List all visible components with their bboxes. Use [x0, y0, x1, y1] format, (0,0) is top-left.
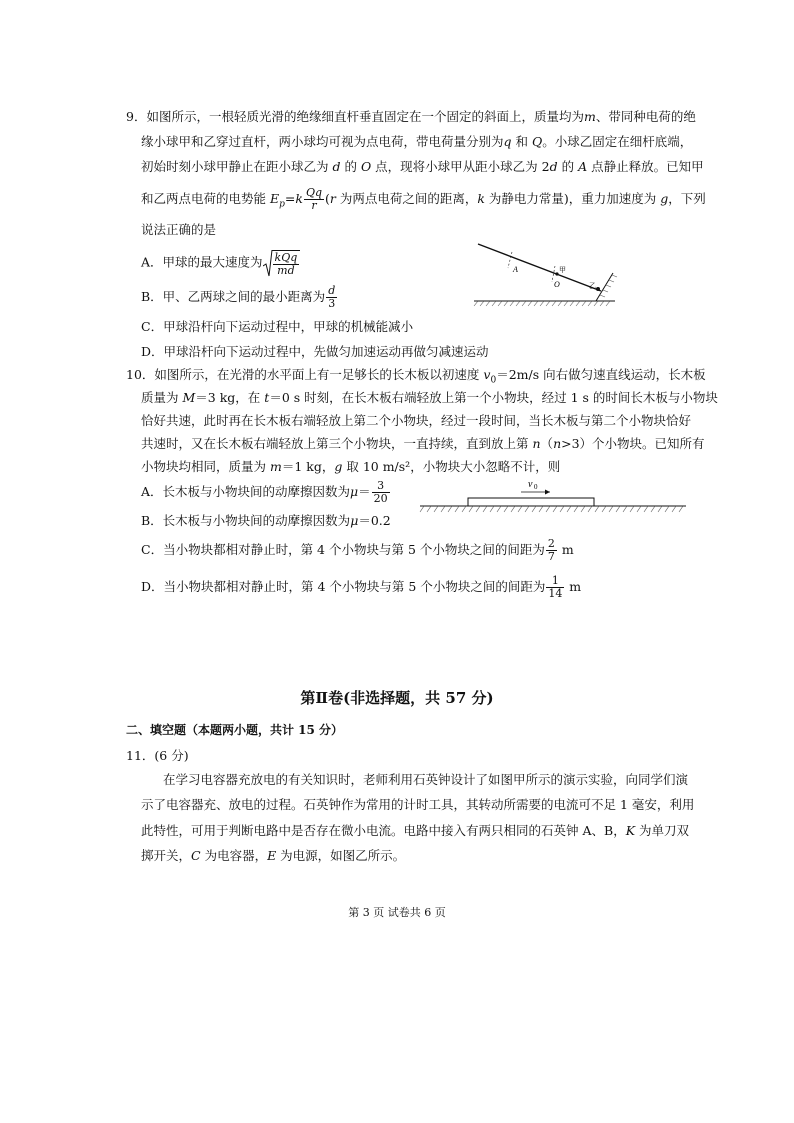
q9-line1-text: 9．如图所示，一根轻质光滑的绝缘细直杆垂直固定在一个固定的斜面上，质量均为 — [126, 109, 584, 124]
q9-var-g: g — [660, 191, 669, 206]
q9-opt-b-frac — [326, 285, 337, 310]
q10-option-a — [141, 479, 391, 505]
q9-option-a — [141, 249, 300, 277]
q9-option-d — [141, 344, 489, 360]
q9-label-jia: 甲 — [559, 266, 566, 274]
q9-opt-b-num: d — [328, 284, 336, 297]
q10-opt-b-val: ＝0.2 — [358, 513, 391, 528]
q9-option-c — [141, 319, 413, 335]
arrow-right-icon — [545, 490, 550, 495]
q10-line1-a: 10．如图所示，在光滑的水平面上有一足够长的长木板以初速度 — [126, 367, 484, 382]
q10-option-c — [141, 537, 574, 563]
q9-line3-a: 初始时刻小球甲静止在距小球乙为 — [141, 159, 333, 174]
q9-ball-yi — [596, 287, 600, 291]
q10-long-board — [468, 498, 594, 506]
q9-frac-num: Qq — [305, 186, 322, 199]
q10-var-m: m — [269, 459, 282, 474]
q10-opt-a-text: A．长木板与小物块间的动摩擦因数为 — [141, 484, 351, 499]
q10-opt-a-eq: ＝ — [358, 484, 371, 499]
q10-line5-c: 取 10 m/s²，小物块大小忽略不计，则 — [342, 459, 561, 474]
q10-line5 — [141, 459, 560, 475]
q9-line3-e: 点静止释放。已知甲 — [587, 159, 704, 174]
q10-line5-b: ＝1 kg， — [281, 459, 335, 474]
q9-line3-c: 点，现将小球甲从距小球乙为 2 — [371, 159, 550, 174]
section-2-title-text: 第Ⅱ卷(非选择题，共 57 分) — [300, 689, 494, 707]
q10-opt-c-unit: m — [557, 542, 574, 557]
q9-var-k2: k — [477, 191, 485, 206]
q10-opt-d-den: 14 — [548, 587, 563, 600]
q11-p2-text: 示了电容器充、放电的过程。石英钟作为常用的计时工具，其转动所需要的电流可不足 1 毫安，利用 — [141, 797, 695, 812]
q11-para-line1 — [163, 772, 688, 788]
q9-line3-d: 的 — [557, 159, 579, 174]
q9-opt-a-text: A．甲球的最大速度为 — [141, 254, 263, 270]
q9-frac-den: r — [311, 199, 317, 212]
q11-p4-c: 为电源，如图乙所示。 — [276, 848, 406, 863]
q10-opt-b-mu: μ — [350, 513, 359, 528]
q10-opt-c-den: 7 — [547, 550, 555, 563]
q9-line1 — [126, 109, 696, 125]
q11-para-line2 — [141, 797, 694, 813]
q9-eq: = — [284, 191, 296, 206]
q9-opt-b-den: 3 — [328, 297, 336, 310]
q9-opt-a-num: kQq — [274, 251, 298, 264]
q10-line1 — [126, 367, 706, 389]
q10-board-figure — [418, 476, 688, 518]
q11-para-line3 — [141, 823, 689, 839]
q10-line4-c: >3）个小物块。已知所有 — [561, 436, 705, 451]
q10-opt-a-mu: μ — [350, 484, 359, 499]
q11-p3-end: 为单刀双 — [635, 823, 690, 838]
q9-ground-hatch — [474, 301, 610, 306]
q9-opt-a-frac — [273, 252, 300, 277]
q11-p1-text: 在学习电容器充放电的有关知识时，老师利用石英钟设计了如图甲所示的演示实验，向同学们演 — [163, 772, 689, 787]
q9-opt-d-text: D．甲球沿杆向下运动过程中，先做匀加速运动再做匀减速运动 — [141, 344, 489, 359]
q11-var-K: K — [625, 823, 636, 838]
q9-fraction-Qq-r — [304, 187, 324, 212]
q10-opt-d-unit: m — [565, 579, 582, 594]
q10-line3-text: 恰好共速，此时再在长木板右端轻放上第二个小物块，经过一段时间，当长木板与第二个小物块恰好 — [141, 413, 692, 428]
q9-and: 和 — [511, 134, 532, 149]
q10-line4-b: （ — [540, 436, 554, 451]
q9-line3 — [141, 159, 704, 175]
page-footer-text: 第 3 页 试卷共 6 页 — [348, 906, 446, 919]
q10-label-v-sub: 0 — [534, 483, 538, 491]
q9-paren: ( — [325, 191, 330, 206]
q10-opt-c-num: 2 — [547, 537, 555, 550]
q9-label-A: A — [513, 265, 518, 274]
q10-label-v: v — [528, 479, 533, 490]
q9-var-k: k — [295, 191, 303, 206]
q10-line2-b: ＝3 kg，在 — [195, 390, 265, 405]
q9-var-O: O — [360, 159, 372, 174]
q10-var-v: v — [483, 367, 491, 382]
section-2-title — [0, 687, 794, 708]
q10-opt-c-text: C．当小物块都相对静止时，第 4 个小物块与第 5 个小物块之间的间距为 — [141, 542, 545, 557]
q10-var-g: g — [334, 459, 343, 474]
q9-rod — [478, 244, 601, 291]
q9-var-d: d — [332, 159, 341, 174]
q10-var-t: t — [264, 390, 270, 405]
q11-para-line4 — [141, 848, 405, 864]
q9-line3-b: 的 — [340, 159, 361, 174]
q9-sub-p: p — [279, 199, 285, 210]
q9-opt-a-den: md — [277, 264, 295, 277]
q11-var-E: E — [267, 848, 277, 863]
q11-number — [126, 748, 189, 764]
q9-option-b — [141, 284, 338, 310]
part-heading-text: 二、填空题（本题两小题，共计 15 分） — [126, 723, 344, 737]
q10-line3 — [141, 413, 691, 429]
q10-opt-a-den: 20 — [373, 492, 388, 505]
q9-line4 — [141, 187, 706, 217]
q9-opt-b-text: B．甲、乙两球之间的最小距离为 — [141, 289, 326, 304]
q9-label-O: O — [554, 280, 560, 289]
q10-var-M: M — [182, 390, 196, 405]
q11-p3-text: 此特性，可用于判断电路中是否存在微小电流。电路中接入有两只相同的石英钟 A、B， — [141, 823, 626, 838]
q10-line5-a: 小物块均相同，质量为 — [141, 459, 270, 474]
q9-opt-c-text: C．甲球沿杆向下运动过程中，甲球的机械能减小 — [141, 319, 414, 334]
q11-number-text: 11．(6 分) — [126, 748, 189, 763]
q10-var-n2: n — [553, 436, 562, 451]
q10-opt-a-num: 3 — [372, 480, 390, 493]
q9-var-m: m — [583, 109, 596, 124]
q9-line4-d: 为静电力常量)，重力加速度为 — [484, 191, 661, 206]
q10-opt-d-frac — [546, 575, 564, 600]
q9-var-r: r — [329, 191, 336, 206]
sqrt-sign-icon — [263, 249, 273, 277]
q10-line2 — [141, 390, 718, 406]
q10-opt-d-text: D．当小物块都相对静止时，第 4 个小物块与第 5 个小物块之间的间距为 — [141, 579, 546, 594]
q10-var-n: n — [532, 436, 541, 451]
q11-var-C: C — [191, 848, 201, 863]
q10-line2-c: ＝0 s 时刻，在长木板右端轻放上第一个小物块，经过 1 s 的时间长木板与小物块 — [269, 390, 718, 405]
q9-var-A: A — [578, 159, 588, 174]
q9-incline-hatch — [600, 275, 617, 297]
q9-line4-e: ，下列 — [668, 191, 706, 206]
q9-incline-figure — [470, 238, 620, 310]
q9-var-d2: d — [549, 159, 558, 174]
page-footer — [0, 904, 794, 920]
q9-var-q: q — [503, 134, 512, 149]
q9-line5-text: 说法正确的是 — [141, 222, 217, 237]
q9-line2-end: 。小球乙固定在细杆底端， — [542, 134, 693, 149]
q9-var-E: E — [269, 191, 280, 206]
q10-sub-0: 0 — [490, 375, 497, 386]
q10-opt-a-frac — [372, 480, 390, 505]
q9-line4-c: 为两点电荷之间的距离， — [335, 191, 478, 206]
q11-p4-a: 掷开关， — [141, 848, 192, 863]
q9-line2-text: 缘小球甲和乙穿过直杆，两小球均可视为点电荷，带电荷量分别为 — [141, 134, 504, 149]
q10-line1-b: ＝2m/s 向右做匀速直线运动，长木板 — [496, 367, 706, 382]
q9-line4-a: 和乙两点电荷的电势能 — [141, 191, 270, 206]
q9-tick-A — [508, 252, 512, 268]
q9-label-yi: 乙 — [589, 282, 596, 290]
q10-option-b — [141, 513, 391, 529]
q10-option-d — [141, 574, 581, 600]
q10-line4-a: 共速时，又在长木板右端轻放上第三个小物块，一直持续，直到放上第 — [141, 436, 533, 451]
section-2-part-heading — [126, 722, 343, 738]
q9-opt-a-sqrt — [263, 249, 301, 277]
q10-floor-hatch — [420, 506, 683, 512]
q9-line2 — [141, 134, 692, 150]
q10-line4 — [141, 436, 705, 452]
q10-opt-d-num: 1 — [546, 575, 564, 588]
q11-p4-b: 为电容器， — [200, 848, 268, 863]
q10-line2-a: 质量为 — [141, 390, 183, 405]
q9-line1-end: 、带同种电荷的绝 — [595, 109, 696, 124]
q9-line5 — [141, 222, 216, 238]
q10-opt-c-frac — [546, 538, 557, 563]
q10-opt-b-text: B．长木板与小物块间的动摩擦因数为 — [141, 513, 351, 528]
q9-var-Q: Q — [531, 134, 543, 149]
